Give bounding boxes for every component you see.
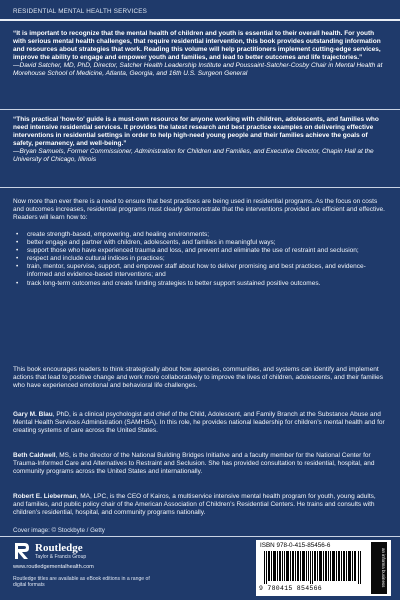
publisher-logo — [13, 541, 143, 561]
barcode-digits: 9 780415 854566 — [259, 585, 323, 592]
bottom-divider — [0, 536, 400, 537]
cover-credit: Cover image: © Stockbyte / Getty — [13, 527, 105, 534]
description-closing: This book encourages readers to think strategically about how agencies, communities, and systems can identify and implement actions that lead to positive change and work more collaboratively to improve the lives of children, adolescents, and their families who have experienced emotional and behavioral life challenges. — [13, 366, 383, 390]
author-bio-text: , MS, is the director of the National Building Bridges Initiative and a faculty member for the National Center for Trauma-Informed Care and Alternatives to Restraint and Seclusion. She has provided consultation to residential, hospital, and community programs across the United States and internationally. — [13, 452, 375, 476]
divider — [0, 187, 400, 188]
divider — [0, 109, 400, 110]
barcode-icon — [264, 551, 364, 584]
author-bio-text: , MA, LPC, is the CEO of Kairos, a multiservice intensive mental health program for youth, young adults, and families, and public policy chair of the American Association of Children’s Residential Centers. He trains and consults with children’s residential, hospital, and community programs nationally. — [13, 493, 376, 517]
author-name: Robert E. Lieberman — [13, 493, 77, 500]
endorsement-quote: “It is important to recognize that the mental health of children and youth is essential to their overall health. For youth with serious mental health challenges, that require residential intervention, this book provides outstanding information and resources about strategies that work. Reading this volume will help practitioners implement cutting-edge services, improve the ability to engage and empower youth and families, and lead to better outcomes and life trajectories.” — [13, 30, 381, 62]
learning-points-list — [13, 231, 387, 288]
top-divider — [0, 19, 400, 21]
list-item: • track long-term outcomes and create funding strategies to better support sustained positive outcomes. — [13, 280, 387, 288]
list-item: • respect and include cultural indices in practices; — [13, 255, 387, 263]
endorsement-1 — [13, 30, 387, 79]
description-intro: Now more than ever there is a need to ensure that best practices are being used in residential programs. As the focus on costs and outcomes increases, residential programs must clearly demonstrate that the interventions provided are efficient and effective. Readers will learn how to: — [13, 198, 385, 222]
list-item: • better engage and partner with children, adolescents, and families in meaningful ways; — [13, 239, 387, 247]
publisher-url[interactable]: www.routledgementalhealth.com — [13, 564, 94, 570]
author-bio — [13, 411, 387, 435]
publisher-block — [13, 541, 150, 589]
list-item: • support those who have experienced trauma and loss, and prevent and eliminate the use of restraint and seclusion; — [13, 247, 387, 255]
list-item: • create strength-based, empowering, and healing environments; — [13, 231, 387, 239]
routledge-logo-icon — [13, 541, 31, 561]
publisher-group: Taylor & Francis Group — [35, 553, 87, 560]
barcode-panel — [256, 540, 391, 596]
publisher-name: Routledge — [35, 541, 83, 554]
endorsement-quote: “This practical ‘how-to’ guide is a must-own resource for anyone working with children, adolescents, and families who need intensive residential services. It provides the latest research and best practice examples on delivering effective interventions in residential settings in order to help high-need young people and their families achieve the goals of safety, permanency, and well-being.” — [13, 116, 379, 148]
author-bio — [13, 493, 387, 517]
list-item: • train, mentor, supervise, support, and empower staff about how to deliver promising and best practices, and evidence-informed and evidence-based interventions; and — [13, 263, 387, 279]
ebook-note: Routledge titles are available as eBook editions in a range of digital formats — [13, 576, 150, 589]
endorsement-2 — [13, 116, 387, 165]
endorsement-attribution: —David Satcher, MD, PhD, Director, Satcher Health Leadership Institute and Poussaint-Satcher-Cosby Chair in Mental Health at Morehouse School of Medicine, Atlanta, Georgia, and 16th U.S. Surgeon General — [13, 62, 383, 78]
author-name: Gary M. Blau — [13, 411, 53, 418]
author-bio-text: , PhD, is a clinical psychologist and chief of the Child, Adolescent, and Family Branch at the Substance Abuse and Mental Health Services Administration (SAMHSA). In this role, he provides national leadership for children’s mental health and for creating systems of care across the United States. — [13, 411, 385, 435]
isbn-label: ISBN 978-0-415-85456-6 — [260, 542, 331, 549]
author-bio — [13, 452, 387, 476]
endorsement-attribution: —Bryan Samuels, Former Commissioner, Administration for Children and Families, and Executive Director, Chapin Hall at the University of Chicago, Illinois — [13, 148, 374, 164]
author-name: Beth Caldwell — [13, 452, 56, 459]
series-category: RESIDENTIAL MENTAL HEALTH SERVICES — [13, 8, 148, 15]
informa-tag: an informa business — [371, 542, 387, 594]
